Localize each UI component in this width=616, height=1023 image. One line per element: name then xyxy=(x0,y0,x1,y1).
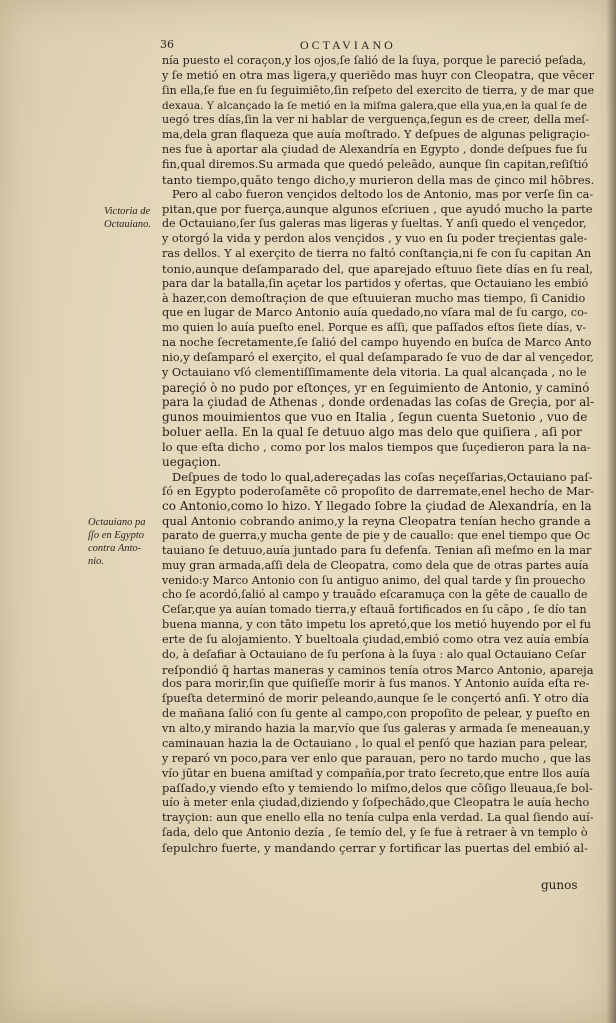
text-line: nes fue à aportar ala çiudad de Alexandría en Egypto , donde deſpues fue ſu xyxy=(162,143,588,157)
text-line: ſin ella,ſe fue en ſu ſeguimiēto,ſin reſpeto del exercito de tierra, y de mar que xyxy=(162,83,594,97)
text-line: uegó tres días,ſin la ver ni hablar de verguença,ſegun es de creer, della meſ- xyxy=(162,113,589,127)
text-line: para la çiudad de Athenas , donde ordenadas las coſas de Greçia, por al- xyxy=(162,395,594,410)
text-line: ras dellos. Y al exerçito de tierra no faltó conſtançia,ni fe con ſu capitan An xyxy=(162,246,592,260)
marginal-note-line: Octauiano pa xyxy=(88,517,146,528)
text-line: tanto tiempo,quāto tengo dicho,y murieron della mas de çinco mil hōbres. xyxy=(162,172,594,187)
text-line: muy gran armada,aſſi dela de Cleopatra, como dela que de otras partes auía xyxy=(162,558,589,572)
text-line: ma,dela gran flaqueza que auía moſtrado. Y deſpues de algunas peligraçio- xyxy=(162,128,590,142)
page-header xyxy=(0,38,616,52)
text-line: gunos mouimientos que vuo en Italia , ſegun cuenta Suetonio , vuo de xyxy=(162,410,588,425)
text-line: erte de ſu alojamiento. Y bueltoala çiudad,embió como otra vez auía embía xyxy=(162,632,590,646)
text-line: de Octauiano,ſer ſus galeras mas ligeras y ſueltas. Y anſi quedo el vençedor, xyxy=(162,217,587,231)
text-line: dos para morir,ſin que quiſieſſe morir à ſus manos. Y Antonio auída eſta re- xyxy=(162,677,590,691)
text-line: y reparó vn poco,para ver enlo que parauan, pero no tardo mucho , que las xyxy=(162,751,591,765)
marginal-note-egypto xyxy=(88,516,146,568)
text-line: lo que eſta dicho , como por los malos tiempos que ſuçedieron para la na- xyxy=(162,439,591,454)
text-line: vío jūtar en buena amiſtad y compañía,por trato ſecreto,que entre llos auía xyxy=(162,766,590,780)
text-line: cho ſe acordó,ſalió al campo y trauādo eſcaramuça con la gēte de cauallo de xyxy=(162,588,588,602)
text-line: parato de guerra,y mucha gente de pie y de cauallo: que enel tiempo que Oc xyxy=(162,529,590,542)
text-line: para dar la batalla,ſin açetar los partidos y ofertas, que Octauiano les embió xyxy=(162,276,589,290)
text-line: do, à deſafiar à Octauiano de ſu perſona à la ſuya : alo qual Octauiano Ceſar xyxy=(162,647,586,661)
text-line: Pero al cabo fueron vençidos deltodo los de Antonio, mas por verſe ſin ca- xyxy=(172,187,594,201)
text-line: que en lugar de Marco Antonio auía quedado,no vſara mal de ſu cargo, co- xyxy=(162,306,588,320)
text-line: tonio,aunque deſamparado del, que aparejado eſtuuo ſiete días en ſu real, xyxy=(162,261,593,276)
text-line: Deſpues de todo lo qual,adereçadas las coſas neçeſſarias,Octauiano paſ- xyxy=(172,469,593,484)
text-line: ſó en Egypto poderoſamēte cō propoſito de darremate,enel hecho de Mar- xyxy=(162,484,594,499)
text-line: nía puesto el coraçon,y los ojos,ſe ſalió de la ſuya, porque le pareció peſada, xyxy=(162,54,587,67)
page-gutter-shadow xyxy=(606,0,616,1023)
text-line: pitan,que por fuerça,aunque algunos eſcriuen , que ayudó mucho la parte xyxy=(162,202,593,217)
catchword: gunos xyxy=(541,878,578,892)
marginal-note-line: Victoria de xyxy=(104,206,151,217)
text-line: y Octauiano vſó clementiſſimamente dela vitoria. La qual alcançada , no le xyxy=(162,365,587,379)
text-line: y otorgó la vida y perdon alos vençidos , y vuo en ſu poder treçientas gale- xyxy=(162,232,588,246)
text-line: tauiano ſe detuuo,auía juntado para ſu defenſa. Tenian aſi meſmo en la mar xyxy=(162,543,592,557)
page-number: 36 xyxy=(160,38,174,51)
text-line: nio,y deſamparó el exerçito, el qual deſamparado ſe vuo de dar al vençedor, xyxy=(162,350,594,364)
body-text xyxy=(162,54,594,856)
marginal-note-line: contra Anto- xyxy=(88,543,142,554)
text-line: Ceſar,que ya auían tomado tierra,y eſtauā fortificados en ſu cāpo , ſe dío tan xyxy=(162,603,587,617)
text-line: de mañana ſalió con ſu gente al campo,con propoſito de pelear, y pueſto en xyxy=(162,707,590,721)
text-line: reſpondió q̄ hartas maneras y caminos tenía otros Marco Antonio, apareja xyxy=(162,662,594,677)
text-line: dexaua. Y alcançado la ſe metió en la miſma galera,que ella yua,en la qual ſe de xyxy=(162,99,588,112)
text-line: caminauan hazia la de Octauiano , lo qual el penſó que hazian para pelear, xyxy=(162,736,588,750)
text-line: venido:y Marco Antonio con ſu antiguo animo, del qual tarde y ſin prouecho xyxy=(162,573,586,587)
text-line: na noche ſecretamente,ſe ſalió del campo huyendo en buſca de Marco Anto xyxy=(162,336,592,350)
marginal-note-line: nio. xyxy=(88,556,105,567)
text-line: trayçion: aun que enello ella no tenía culpa enla verdad. La qual ſiendo auí- xyxy=(162,811,594,825)
marginal-note-victoria xyxy=(104,205,162,231)
text-line: buena manna, y con tāto impetu los apretó,que los metió huyendo por el fu xyxy=(162,618,591,632)
text-line: ſepulchro fuerte, y mandando çerrar y fortificar las puertas del embió al- xyxy=(162,840,588,855)
text-line: vn alto,y mirando hazia la mar,vío que ſus galeras y armada ſe meneauan,y xyxy=(162,721,590,735)
text-line: boluer aella. En la qual ſe detuuo algo mas delo que quiſiera , aſi por xyxy=(162,425,582,440)
text-line: qual Antonio cobrando animo,y la reyna Cleopatra tenían hecho grande a xyxy=(162,514,591,529)
text-line: y ſe metió en otra mas ligera,y queriēdo mas huyr con Cleopatra, que vēcer xyxy=(162,68,594,82)
text-line: à hazer,con demoſtraçion de que eſtuuieran mucho mas tiempo, ſi Canidio xyxy=(162,291,586,305)
running-head: OCTAVIANO xyxy=(300,38,396,52)
text-line: ſada, delo que Antonio dezía , ſe temío del, y ſe fue à retraer à vn templo ò xyxy=(162,825,588,839)
text-line: mo quien lo auía pueſto enel. Porque es aſſi, que paſſados eſtos ſiete días, v- xyxy=(162,321,587,335)
text-line: uío à meter enla çiudad,diziendo y ſoſpechādo,que Cleopatra le auía hecho xyxy=(162,796,590,810)
marginal-note-line: Octauiano. xyxy=(104,219,151,230)
text-line: uegaçion. xyxy=(162,454,221,469)
text-line: fin,qual diremos.Su armada que quedó peleādo, aunque ſin capitan,reſiſtió xyxy=(162,157,589,171)
text-line: paſſado,y viendo eſto y temiendo lo miſmo,delos que cōſigo lleuaua,ſe bol- xyxy=(162,781,593,796)
text-line: co Antonio,como lo hizo. Y llegado ſobre la çiudad de Alexandría, en la xyxy=(162,499,592,514)
marginal-note-line: ſſo en Egypto xyxy=(88,530,144,541)
text-line: pareçió ò no pudo por eſtonçes, yr en ſeguimiento de Antonio, y caminó xyxy=(162,380,590,395)
text-line: ſpueſta determinó de morir peleando,aunque ſe le conçertó anſi. Y otro día xyxy=(162,692,589,706)
